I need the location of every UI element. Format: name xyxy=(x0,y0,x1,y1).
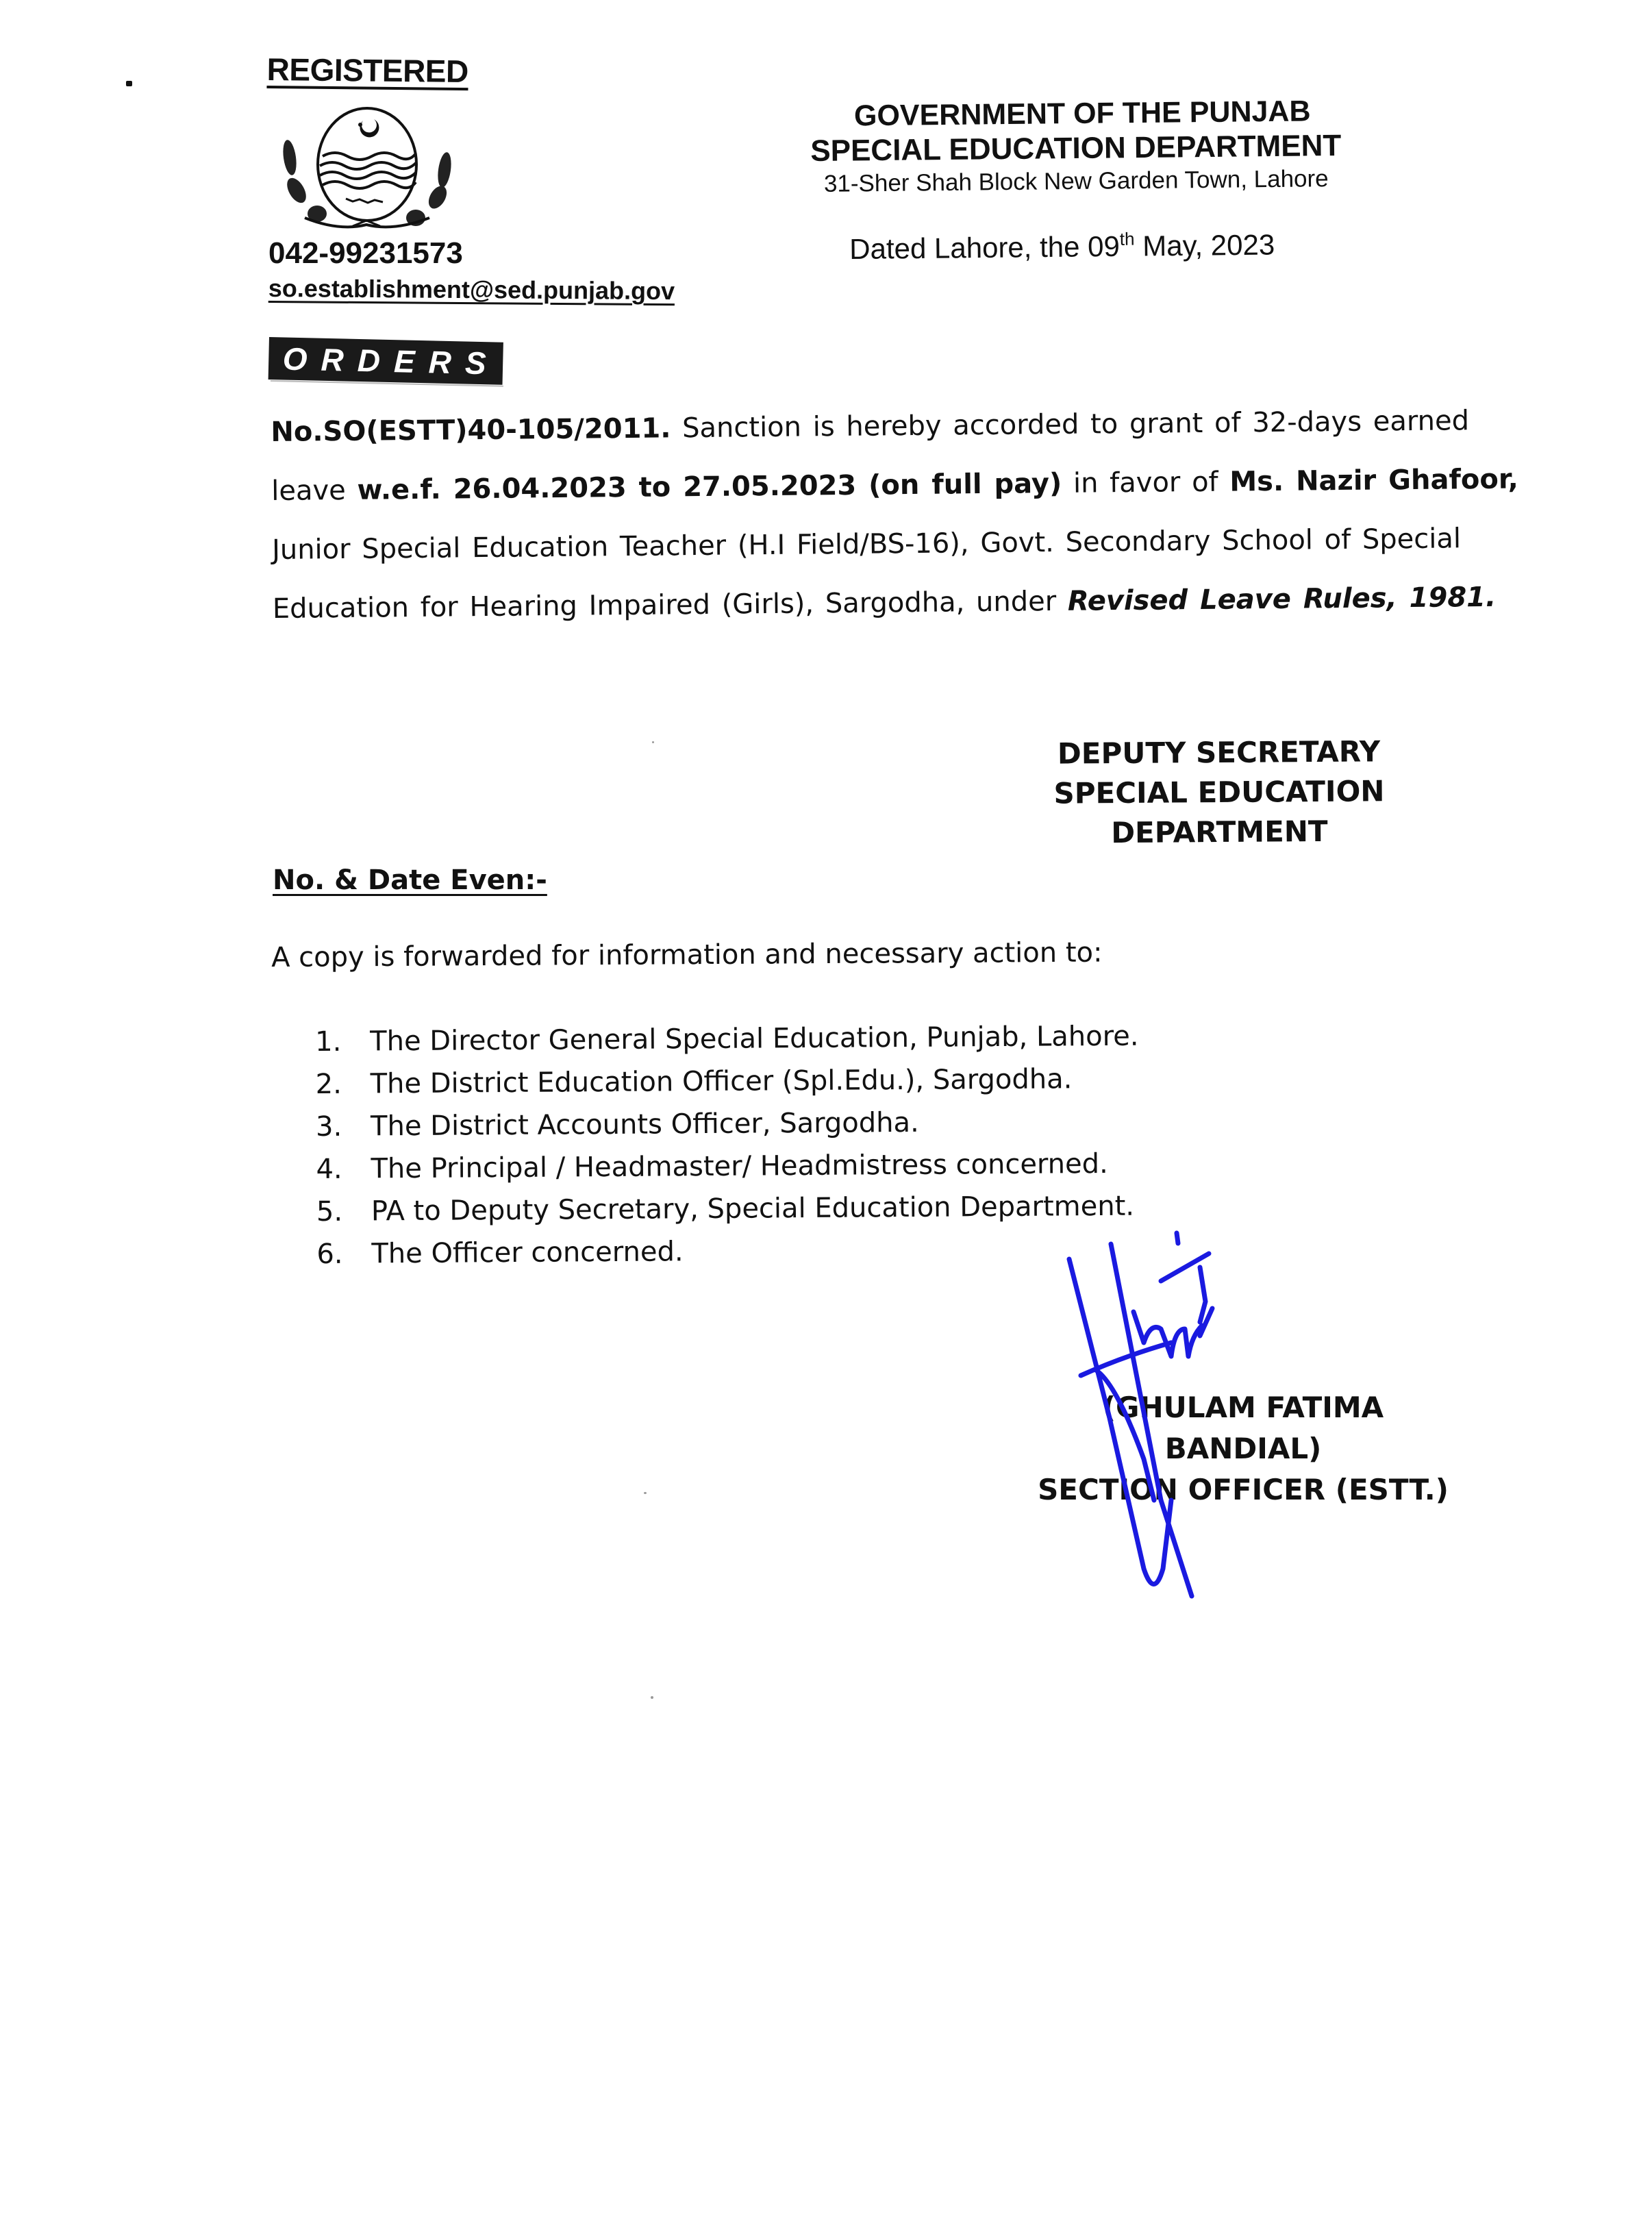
list-item xyxy=(316,1228,1140,1276)
leave-period: w.e.f. 26.04.2023 to 27.05.2023 (on full pay) xyxy=(357,467,1062,506)
order-line-3: Junior Special Education Teacher (H.I Field/BS-16), Govt. Secondary School of Special xyxy=(271,523,1462,566)
registered-label: REGISTERED xyxy=(266,51,469,90)
signatory-block xyxy=(1024,1387,1462,1510)
list-text: The District Education Officer (Spl.Edu.), Sargodha. xyxy=(370,1063,1073,1100)
order-line-1 xyxy=(271,391,1470,462)
dated-line xyxy=(849,228,1275,266)
order-number: No.SO(ESTT)40-105/2011. xyxy=(271,412,671,448)
deputy-secretary-block xyxy=(1013,732,1425,854)
order-paragraph xyxy=(271,391,1519,638)
list-item xyxy=(315,1058,1139,1106)
order-text-4: Education for Hearing Impaired (Girls), Sargodha, under xyxy=(272,585,1068,625)
order-text-1: Sanction is hereby accorded to grant of 32-days earned xyxy=(671,405,1470,445)
signatory-designation: SECTION OFFICER (ESTT.) xyxy=(1038,1473,1449,1506)
recipient-list xyxy=(315,1015,1140,1276)
order-text-leave: leave xyxy=(271,474,358,507)
list-number: 2. xyxy=(315,1068,342,1100)
government-title: GOVERNMENT OF THE PUNJAB xyxy=(853,95,1311,133)
list-text: The Principal / Headmaster/ Headmistress concerned. xyxy=(371,1147,1108,1185)
department-header xyxy=(753,92,1398,201)
order-line-4 xyxy=(272,568,1497,638)
scan-speck xyxy=(651,1696,653,1699)
signatory-name: (GHULAM FATIMA BANDIAL) xyxy=(1102,1391,1384,1465)
scan-speck xyxy=(644,1492,647,1494)
list-text: The Director General Special Education, Punjab, Lahore. xyxy=(370,1020,1139,1058)
employee-name: Ms. Nazir Ghafoor, xyxy=(1229,463,1519,498)
authority-line-1: DEPUTY SECRETARY xyxy=(1057,734,1381,771)
authority-line-3: DEPARTMENT xyxy=(1111,814,1328,850)
endorsement-intro: A copy is forwarded for information and necessary action to: xyxy=(271,936,1103,973)
dated-ordinal: th xyxy=(1119,228,1135,249)
order-line-2 xyxy=(271,450,1519,521)
list-item xyxy=(316,1143,1140,1191)
list-number: 6. xyxy=(316,1238,343,1270)
list-number: 3. xyxy=(315,1110,342,1143)
endorsement-heading: No. & Date Even:- xyxy=(273,865,547,896)
list-text: The Officer concerned. xyxy=(371,1236,684,1270)
phone-number: 042-99231573 xyxy=(268,236,463,270)
list-text: PA to Deputy Secretary, Special Education Department. xyxy=(371,1190,1135,1228)
scan-speck xyxy=(126,81,132,86)
department-title: SPECIAL EDUCATION DEPARTMENT xyxy=(810,128,1342,169)
dated-prefix: Dated Lahore, the 09 xyxy=(849,229,1121,265)
leave-rules: Revised Leave Rules, 1981. xyxy=(1067,581,1497,617)
list-item xyxy=(316,1100,1140,1148)
scan-speck xyxy=(652,741,654,743)
list-item xyxy=(315,1015,1139,1063)
list-number: 4. xyxy=(316,1153,342,1185)
email-address: so.establishment@sed.punjab.gov xyxy=(268,274,675,306)
orders-label: ORDERS xyxy=(282,340,501,382)
orders-badge xyxy=(268,337,503,385)
department-address: 31-Sher Shah Block New Garden Town, Lahore xyxy=(823,165,1329,197)
dated-rest: May, 2023 xyxy=(1134,228,1275,262)
list-number: 1. xyxy=(315,1025,342,1058)
list-text: The District Accounts Officer, Sargodha. xyxy=(370,1106,919,1143)
authority-line-2: SPECIAL EDUCATION xyxy=(1053,774,1385,810)
order-text-favor: in favor of xyxy=(1062,466,1230,499)
list-number: 5. xyxy=(316,1195,343,1228)
list-item xyxy=(316,1185,1140,1233)
punjab-seal-icon xyxy=(277,101,457,238)
